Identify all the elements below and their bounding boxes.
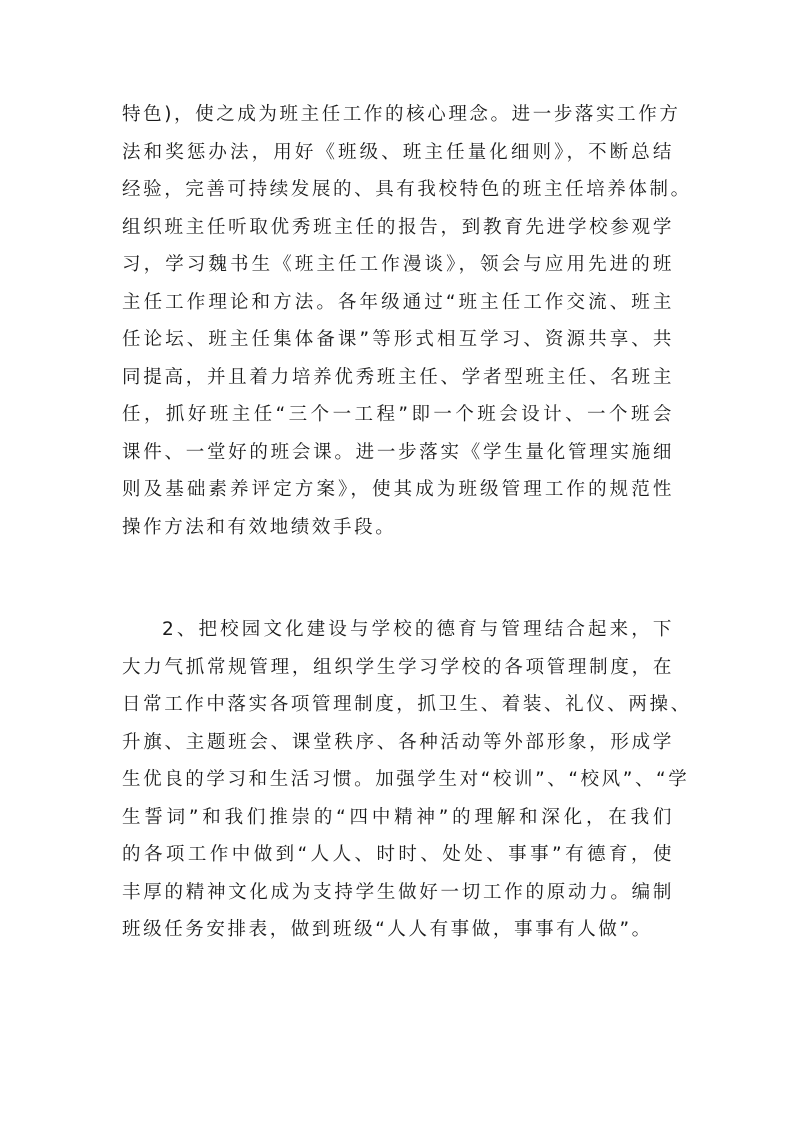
text-line: 任，抓好班主任“三个一工程”即一个班会设计、一个班会 [122,404,674,425]
text-line: 丰厚的精神文化成为支持学生做好一切工作的原动力。编制 [122,881,674,903]
text-line: 操作方法和有效地绩效手段。 [122,516,397,538]
text-line: 习，学习魏书生《班主任工作漫谈》，领会与应用先进的班 [122,254,674,275]
text-line: 生誓词”和我们推崇的“四中精神”的理解和深化，在我们 [122,806,674,828]
text-line: 生优良的学习和生活习惯。加强学生对“校训”、“校风”、“学 [122,769,690,790]
paragraph-1 [122,96,692,546]
text-line: 同提高，并且着力培养优秀班主任、学者型班主任、名班主 [122,366,674,388]
text-line: 经验，完善可持续发展的、具有我校特色的班主任培养体制。 [122,179,692,200]
text-line: 特色)，使之成为班主任工作的核心理念。进一步落实工作方 [122,104,681,125]
text-line: 则及基础素养评定方案》，使其成为班级管理工作的规范性 [122,479,674,500]
text-line: 升旗、主题班会、课堂秩序、各种活动等外部形象，形成学 [122,731,674,753]
text-line: 大力气抓常规管理，组织学生学习学校的各项管理制度，在 [122,656,674,678]
text-line: 课件、一堂好的班会课。进一步落实《学生量化管理实施细 [122,441,674,463]
paragraph-2 [122,611,692,949]
text-line: 任论坛、班主任集体备课”等形式相互学习、资源共享、共 [122,329,674,350]
text-line: 班级任务安排表，做到班级“人人有事做，事事有人做”。 [122,919,653,940]
text-line: 法和奖惩办法，用好《班级、班主任量化细则》，不断总结 [122,141,674,163]
text-line: 的各项工作中做到“人人、时时、处处、事事”有德育，使 [122,844,674,865]
text-line: 2、把校园文化建设与学校的德育与管理结合起来，下 [162,619,674,640]
text-line: 主任工作理论和方法。各年级通过“班主任工作交流、班主 [122,291,674,313]
text-line: 日常工作中落实各项管理制度，抓卫生、着装、礼仪、两操、 [122,694,692,715]
text-line: 组织班主任听取优秀班主任的报告，到教育先进学校参观学 [122,216,674,238]
